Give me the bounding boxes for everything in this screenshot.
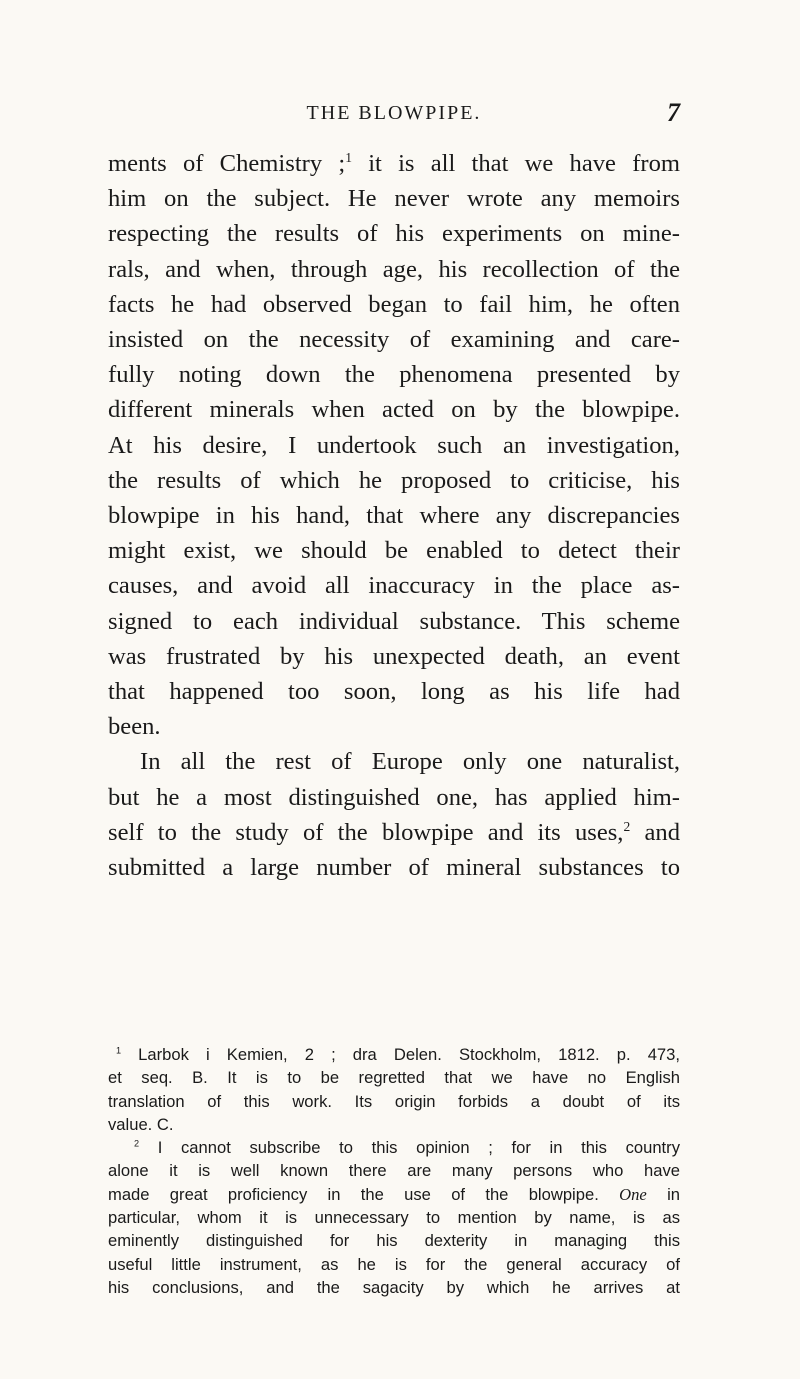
body-line: been. (108, 713, 161, 741)
body-line: him on the subject. He never wrote any memoirs (108, 185, 680, 213)
body-line: might exist, we should be enabled to detect their (108, 537, 680, 565)
footnote-line: made great proficiency in the use of the blowpipe. One in (108, 1184, 680, 1204)
body-text (108, 146, 680, 885)
footnote-ref: 1 (345, 149, 352, 165)
body-line: facts he had observed began to fail him, he often (108, 290, 680, 318)
body-line: the results of which he proposed to criticise, his (108, 466, 680, 494)
footnote-line: useful little instrument, as he is for the general accuracy of (108, 1254, 680, 1274)
running-title: THE BLOWPIPE. (306, 102, 482, 124)
footnote-line: value. C. (108, 1114, 174, 1134)
footnote-line: his conclusions, and the sagacity by which he arrives at (108, 1277, 680, 1297)
body-line: At his desire, I undertook such an investigation, (108, 431, 680, 459)
footnote-line: $^1$ Larbok i Kemien, 2 ; dra Delen. Stockholm, 1812. p. 473, (116, 1045, 680, 1064)
body-line: rals, and when, through age, his recollection of the (108, 255, 680, 283)
footnotes (108, 1043, 680, 1299)
footnote-marker: 2 (134, 1138, 140, 1149)
body-line: submitted a large number of mineral substances to (108, 854, 680, 882)
body-line: insisted on the necessity of examining and care- (108, 326, 680, 354)
footnote-line: et seq. B. It is to be regretted that we have no English (108, 1068, 680, 1088)
footnote-line: $^2$ I cannot subscribe to this opinion ; for in this country (134, 1138, 680, 1158)
body-line: but he a most distinguished one, has applied him- (108, 783, 680, 811)
body-line: fully noting down the phenomena presented by (108, 361, 680, 389)
footnote-line: translation of this work. Its origin forbids a doubt of its (108, 1091, 680, 1111)
body-line: blowpipe in his hand, that where any discrepancies (108, 502, 680, 530)
body-line: respecting the results of his experiments on mine- (108, 220, 680, 248)
body-line: different minerals when acted on by the blowpipe. (108, 396, 680, 424)
footnote-line: alone it is well known there are many persons who have (108, 1161, 680, 1181)
page-number: 7 (667, 98, 680, 127)
body-line: signed to each individual substance. This scheme (108, 607, 680, 635)
body-line: ments of Chemistry ;$^1$ it is all that we have from (108, 149, 680, 177)
footnote-line: eminently distinguished for his dexterity in managing this (108, 1231, 680, 1251)
body-line: In all the rest of Europe only one naturalist, (140, 748, 680, 776)
body-line: self to the study of the blowpipe and its uses,$^2$ and (108, 818, 680, 846)
body-line: was frustrated by his unexpected death, an event (108, 642, 680, 670)
body-line: that happened too soon, long as his life had (108, 678, 680, 706)
body-line: causes, and avoid all inaccuracy in the place as- (108, 572, 680, 600)
footnote-line: particular, whom it is unnecessary to mention by name, is as (108, 1208, 680, 1228)
footnote-ref: 2 (623, 818, 631, 834)
footnote-marker: 1 (116, 1045, 122, 1056)
emphasis: One (619, 1184, 647, 1204)
